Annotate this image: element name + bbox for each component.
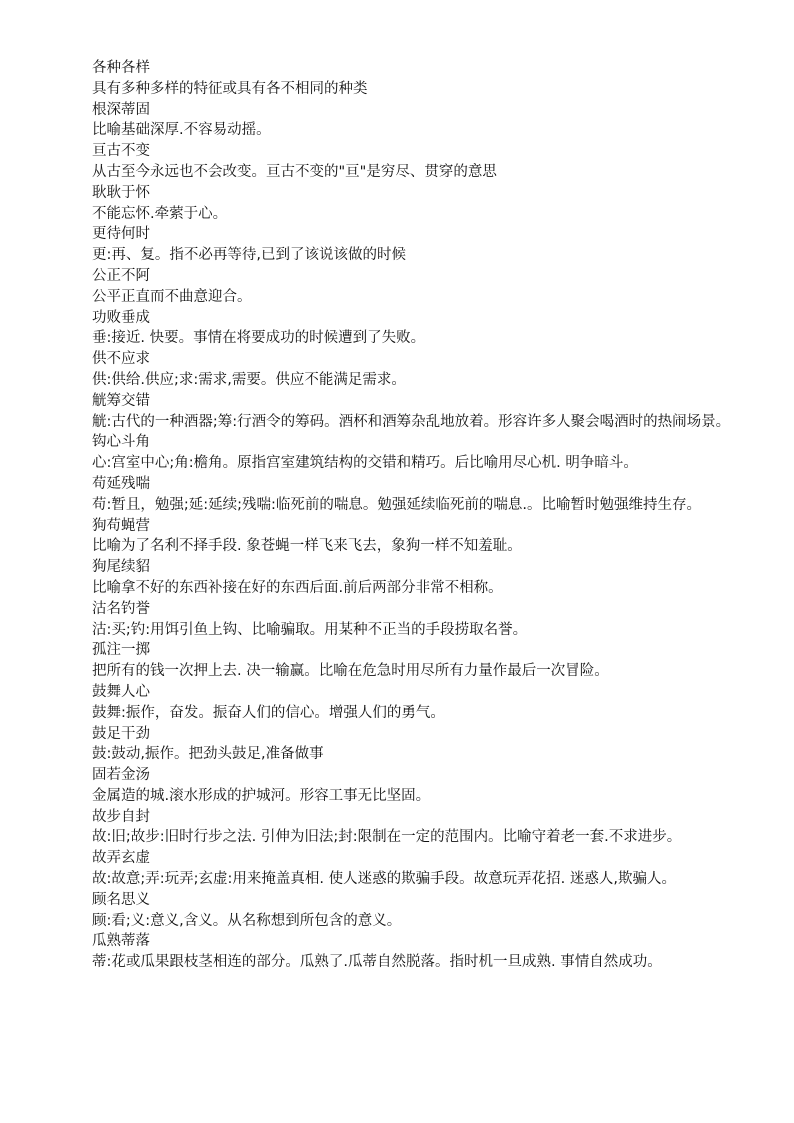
idiom-entry	[60, 807, 736, 849]
idiom-entry	[60, 308, 736, 350]
idiom-term: 苟延残喘	[92, 475, 150, 492]
idiom-entry	[60, 141, 736, 183]
idiom-definition: 蒂:花或瓜果跟枝茎相连的部分。瓜熟了.瓜蒂自然脱落。指时机一旦成熟. 事情自然成功。	[92, 954, 662, 971]
idiom-definition: 心:宫室中心;角:檐角。原指宫室建筑结构的交错和精巧。后比喻用尽心机. 明争暗斗。	[92, 455, 638, 472]
idiom-entry	[60, 391, 736, 433]
idiom-term: 功败垂成	[92, 309, 150, 326]
idiom-definition: 顾:看;义:意义,含义。从名称想到所包含的意义。	[92, 912, 402, 929]
idiom-entry	[60, 557, 736, 599]
idiom-entry	[60, 765, 736, 807]
idiom-entry	[60, 516, 736, 558]
idiom-term: 觥筹交错	[92, 392, 150, 409]
idiom-definition: 苟:暂且，勉强;延:延续;残喘:临死前的喘息。勉强延续临死前的喘息.。比喻暂时勉强维持生存。	[92, 496, 702, 513]
idiom-definition: 故:旧;故步:旧时行步之法. 引伸为旧法;封:限制在一定的范围内。比喻守着老一套.不求进步。	[92, 829, 682, 846]
idiom-entry	[60, 931, 736, 973]
idiom-term: 鼓足干劲	[92, 725, 150, 742]
idiom-definition: 故:故意;弄:玩弄;玄虚:用来掩盖真相. 使人迷惑的欺骗手段。故意玩弄花招. 迷惑人,欺骗人。	[92, 871, 676, 888]
idiom-definition: 鼓舞:振作，奋发。振奋人们的信心。增强人们的勇气。	[92, 704, 445, 721]
idiom-definition: 沽:买;钓:用饵引鱼上钩、比喻骗取。用某种不正当的手段捞取名誉。	[92, 621, 528, 638]
idiom-definition: 鼓:鼓动,振作。把劲头鼓足,准备做事	[92, 746, 324, 763]
idiom-term: 钩心斗角	[92, 434, 150, 451]
idiom-term: 亘古不变	[92, 143, 150, 160]
idiom-entry	[60, 474, 736, 516]
idiom-definition: 具有多种多样的特征或具有各不相同的种类	[92, 80, 368, 97]
idiom-definition: 把所有的钱一次押上去. 决一输赢。比喻在危急时用尽所有力量作最后一次冒险。	[92, 663, 609, 680]
idiom-entry	[60, 100, 736, 142]
idiom-term: 顾名思义	[92, 891, 150, 908]
idiom-definition: 公平正直而不曲意迎合。	[92, 288, 252, 305]
idiom-term: 故弄玄虚	[92, 850, 150, 867]
idiom-definition: 觥:古代的一种酒器;筹:行酒令的筹码。酒杯和酒筹杂乱地放着。形容许多人聚会喝酒时的热闹场景。	[92, 413, 731, 430]
idiom-term: 各种各样	[92, 60, 150, 76]
idiom-definition: 从古至今永远也不会改变。亘古不变的"亘"是穷尽、贯穿的意思	[92, 163, 497, 180]
idiom-entry	[60, 432, 736, 474]
idiom-entry	[60, 682, 736, 724]
idiom-entry	[60, 349, 736, 391]
idiom-term: 根深蒂固	[92, 101, 150, 118]
idiom-term: 狗尾续貂	[92, 559, 150, 576]
idiom-definition: 供:供给.供应;求:需求,需要。供应不能满足需求。	[92, 371, 406, 388]
idiom-term: 故步自封	[92, 808, 150, 825]
idiom-term: 供不应求	[92, 351, 150, 368]
idiom-list	[60, 58, 736, 973]
idiom-term: 孤注一掷	[92, 642, 150, 659]
idiom-entry	[60, 848, 736, 890]
idiom-term: 公正不阿	[92, 267, 150, 284]
idiom-definition: 比喻基础深厚.不容易动摇。	[92, 122, 271, 139]
idiom-entry	[60, 599, 736, 641]
idiom-term: 瓜熟蒂落	[92, 933, 150, 950]
idiom-definition: 更:再、复。指不必再等待,已到了该说该做的时候	[92, 247, 406, 264]
idiom-entry	[60, 224, 736, 266]
idiom-term: 沽名钓誉	[92, 600, 150, 617]
idiom-term: 固若金汤	[92, 767, 150, 784]
idiom-term: 狗苟蝇营	[92, 517, 150, 534]
idiom-entry	[60, 183, 736, 225]
idiom-entry	[60, 640, 736, 682]
idiom-definition: 垂:接近. 快要。事情在将要成功的时候遭到了失败。	[92, 330, 426, 347]
idiom-term: 更待何时	[92, 226, 150, 243]
idiom-entry	[60, 266, 736, 308]
idiom-definition: 比喻为了名利不择手段. 象苍蝇一样飞来飞去，象狗一样不知羞耻。	[92, 538, 522, 555]
idiom-definition: 比喻拿不好的东西补接在好的东西后面.前后两部分非常不相称。	[92, 579, 503, 596]
idiom-definition: 金属造的城.滚水形成的护城河。形容工事无比坚固。	[92, 787, 431, 804]
idiom-entry	[60, 890, 736, 932]
idiom-entry	[60, 724, 736, 766]
idiom-term: 鼓舞人心	[92, 683, 150, 700]
idiom-entry	[60, 58, 736, 100]
idiom-definition: 不能忘怀.牵萦于心。	[92, 205, 228, 222]
idiom-term: 耿耿于怀	[92, 184, 150, 201]
